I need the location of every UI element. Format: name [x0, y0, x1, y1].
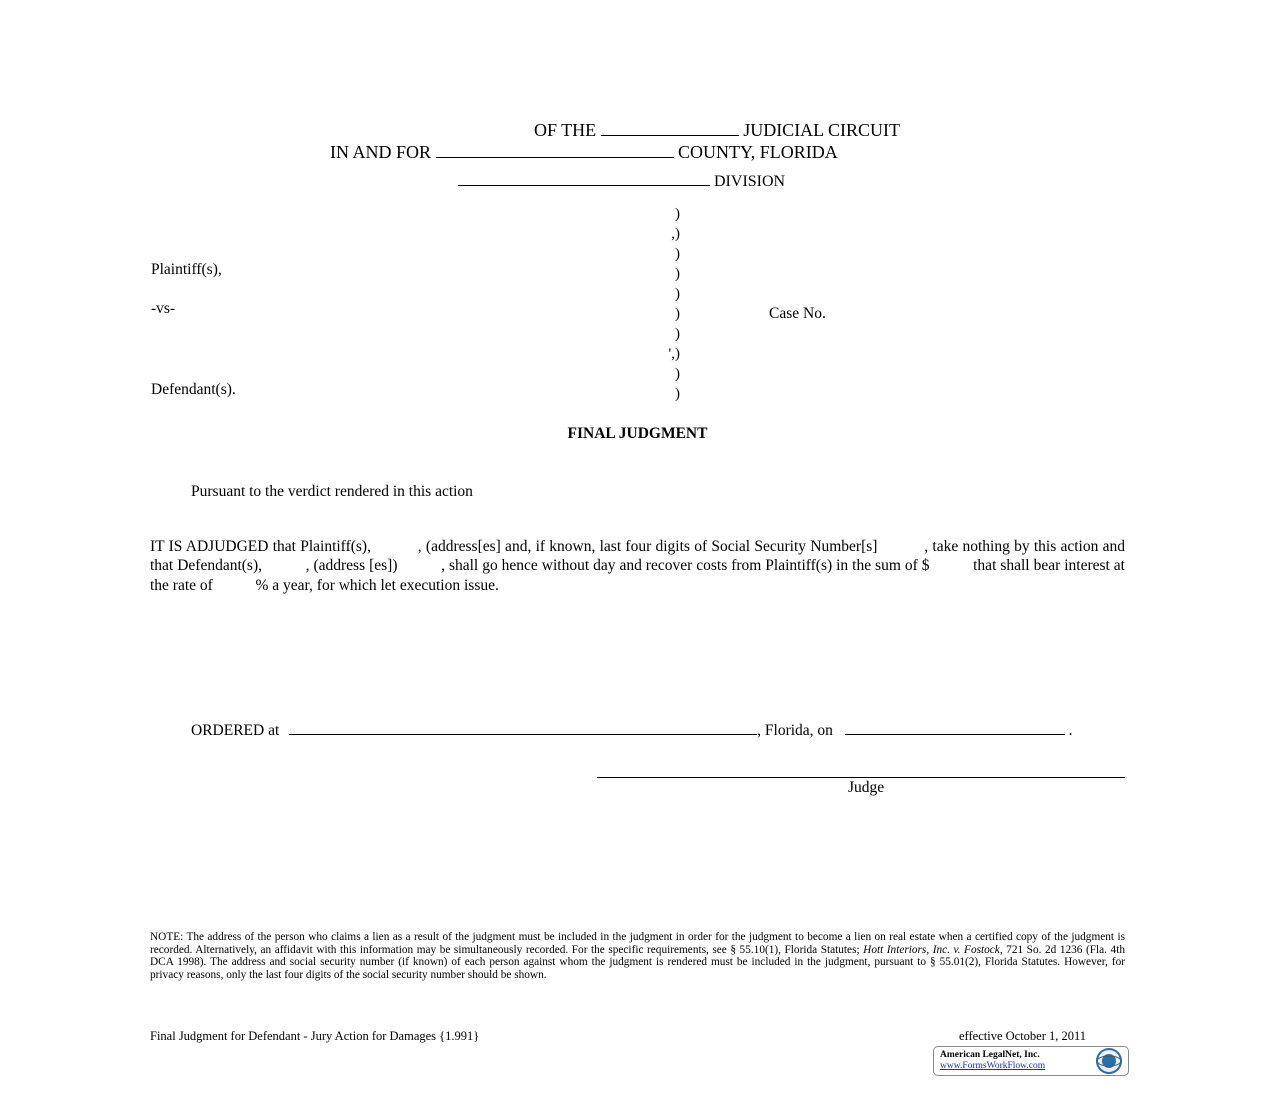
publisher-logo[interactable] — [933, 1046, 1129, 1076]
county-suffix: COUNTY, FLORIDA — [678, 142, 838, 162]
globe-icon — [1091, 1047, 1127, 1075]
caption-paren: ,) — [671, 226, 680, 242]
county-prefix: IN AND FOR — [330, 142, 432, 162]
ordered-middle: , Florida, on — [757, 722, 833, 739]
judge-signature-line[interactable] — [597, 777, 1125, 778]
adjudged-paragraph — [150, 517, 1129, 595]
circuit-blank[interactable] — [601, 121, 739, 136]
vs-label: -vs- — [151, 300, 176, 317]
court-circuit-line — [534, 120, 900, 141]
caption-paren: ',) — [668, 346, 680, 362]
ordered-prefix: ORDERED at — [191, 722, 280, 739]
caption-paren: ) — [675, 326, 680, 342]
adjudged-text: IT IS ADJUDGED that Plaintiff(s), , (address[es] and, if known, last four digits of Social Security Number[s] , take nothing by this action and that Defendant(s), , (address [es]) , shall go hence without day and recover costs from Plaintiff(s) in the sum of $ that shall bear interest at the rate of % a year, for which let execution issue. — [150, 537, 1129, 594]
county-blank[interactable] — [436, 143, 674, 158]
note-text-2: , 721 So. 2d 1236 (Fla. 4th DCA 1998). The address and social security number (if known) of each person against whom the judgment is rendered must be included in the judgment, pursuant to § 55.01(2), Florida Statutes. However, for privacy reasons, only the last four digits of the social security number should be shown. — [150, 943, 1125, 982]
note-text-1: NOTE: The address of the person who claims a lien as a result of the judgment must be included in the judgment in order for the judgment to become a lien on real estate when a certified copy of the judgment is recorded. Alternatively, an affidavit with this information may be simultaneously recorded. For the specific requirements, see § 55.10(1), Florida Statutes; — [150, 931, 1125, 956]
footnote — [150, 931, 1125, 982]
document-title: FINAL JUDGMENT — [567, 425, 708, 442]
note-case-name: Hott Interiors, Inc. v. Fostock — [863, 943, 1000, 956]
ordered-suffix: . — [1068, 722, 1073, 739]
caption-paren: ) — [675, 266, 680, 282]
caption-paren: ) — [675, 366, 680, 382]
ordered-location-blank[interactable] — [289, 720, 757, 735]
effective-date: effective October 1, 2011 — [959, 1029, 1087, 1043]
court-county-line — [330, 142, 838, 163]
publisher-url[interactable]: www.FormsWorkFlow.com — [940, 1061, 1046, 1071]
ordered-line — [191, 720, 1073, 740]
defendant-label: Defendant(s). — [151, 381, 236, 398]
plaintiff-label: Plaintiff(s), — [151, 261, 222, 278]
caption-paren: ) — [675, 286, 680, 302]
division-suffix: DIVISION — [714, 173, 786, 190]
division-blank[interactable] — [458, 171, 710, 186]
caption-paren: ) — [675, 246, 680, 262]
verdict-paragraph: Pursuant to the verdict rendered in this action — [191, 483, 473, 500]
judge-label: Judge — [848, 779, 885, 796]
form-title: Final Judgment for Defendant - Jury Action for Damages {1.991} — [150, 1029, 480, 1043]
ordered-date-blank[interactable] — [845, 720, 1065, 735]
caption-paren: ) — [675, 206, 680, 222]
circuit-suffix: JUDICIAL CIRCUIT — [743, 120, 901, 140]
caption-paren: ) — [675, 306, 680, 322]
caption-paren: ) — [675, 386, 680, 402]
court-division-line — [458, 171, 785, 191]
publisher-name: American LegalNet, Inc. — [940, 1050, 1040, 1060]
circuit-prefix: OF THE — [534, 120, 597, 140]
case-no-label: Case No. — [769, 305, 826, 322]
